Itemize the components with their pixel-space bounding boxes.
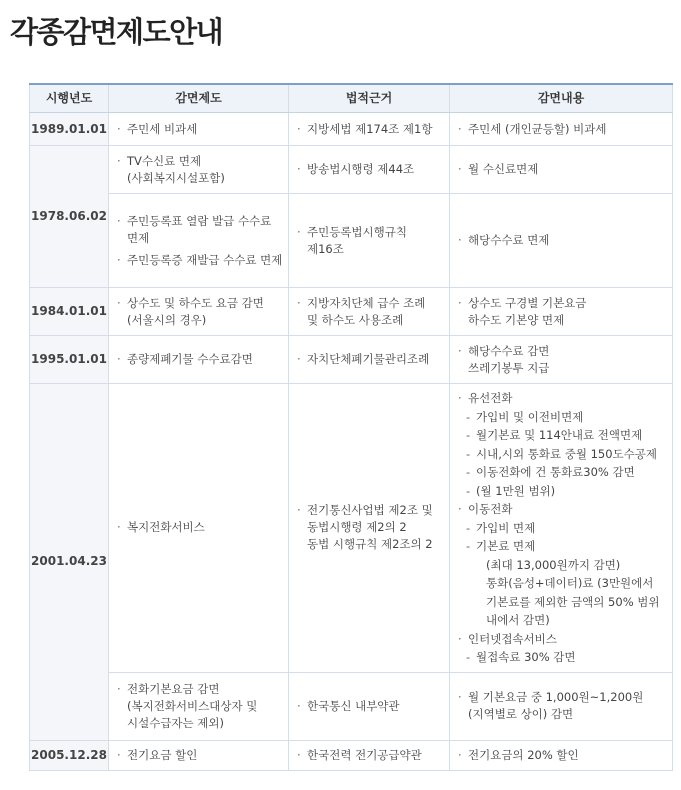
content-text: 쓰레기봉투 지급	[468, 360, 550, 375]
table-row	[30, 740, 673, 770]
content-text: · 해당수수료 감면	[458, 343, 668, 360]
law-text: 및 하수도 사용조례	[307, 312, 404, 327]
system-cell	[109, 288, 289, 336]
system-text: · TV수신료 면제	[117, 153, 284, 170]
year-cell: 2001.04.23	[30, 384, 109, 741]
content-heading: · 인터넷접속서비스	[458, 630, 668, 649]
system-cell	[109, 336, 289, 384]
content-heading: · 유선전화	[458, 389, 668, 408]
system-cell	[109, 194, 289, 288]
law-text: · 방송법시행령 제44조	[297, 161, 445, 178]
content-text: - 이동전화에 건 통화료30% 감면	[458, 463, 668, 482]
content-text: - 가입비 및 이전비면제	[458, 408, 668, 427]
system-text: · 전기요금 할인	[117, 747, 284, 764]
header-system: 감면제도	[109, 84, 289, 113]
law-cell	[289, 146, 450, 194]
law-text: 동법 시행규칙 제2조의 2	[307, 537, 433, 552]
system-text: · 주민등록증 재발급 수수료 면제	[117, 252, 284, 269]
law-text: · 전기통신사업법 제2조 및	[297, 502, 445, 519]
law-cell	[289, 336, 450, 384]
content-text: 통화(음성+데이터)료 (3만원에서 기본료를 제외한 금액의 50% 범위 내에서 감면)	[486, 576, 660, 627]
system-text: · 주민세 비과세	[117, 121, 284, 138]
content-text: · 월 수신료면제	[458, 161, 668, 178]
system-text: (서울시의 경우)	[127, 312, 207, 327]
table-row	[30, 384, 673, 673]
content-text: - 가입비 면제	[458, 519, 668, 538]
system-text: · 복지전화서비스	[117, 519, 284, 536]
system-text: · 전화기본요금 감면 (복지전화서비스대상자 및 시설수급자는 제외)	[117, 681, 284, 732]
system-cell	[109, 113, 289, 146]
system-cell	[109, 146, 289, 194]
table-row	[30, 672, 673, 740]
page-title: 각종감면제도안내	[10, 15, 223, 49]
law-cell	[289, 288, 450, 336]
table-row	[30, 113, 673, 146]
system-cell	[109, 672, 289, 740]
content-text: - 기본료 면제	[458, 537, 668, 556]
content-text: · 해당수수료 면제	[458, 232, 668, 249]
year-cell: 1984.01.01	[30, 288, 109, 336]
content-text: (최대 13,000원까지 감면)	[486, 557, 621, 572]
table-row	[30, 194, 673, 288]
header-content: 감면내용	[450, 84, 673, 113]
content-text: - 월접속료 30% 감면	[458, 648, 668, 667]
content-text: 하수도 기본양 면제	[468, 312, 565, 327]
content-cell	[450, 740, 673, 770]
law-text: · 자치단체폐기물관리조례	[297, 351, 445, 368]
law-text: · 주민등록법시행규칙 제16조	[297, 224, 445, 258]
year-cell: 1989.01.01	[30, 113, 109, 146]
content-text: · 전기요금의 20% 할인	[458, 747, 668, 764]
law-text: · 지방자치단체 급수 조례	[297, 295, 445, 312]
content-cell	[450, 672, 673, 740]
law-cell	[289, 672, 450, 740]
header-year: 시행년도	[30, 84, 109, 113]
content-text: (지역별로 상이) 감면	[468, 707, 574, 721]
content-text: - (월 1만원 범위)	[458, 482, 668, 501]
content-text: - 월기본료 및 114안내료 전액면제	[458, 426, 668, 445]
content-cell	[450, 113, 673, 146]
content-cell	[450, 288, 673, 336]
law-cell	[289, 384, 450, 673]
system-text: · 주민등록표 열람 발급 수수료 면제	[117, 213, 284, 247]
year-cell: 1995.01.01	[30, 336, 109, 384]
content-cell	[450, 336, 673, 384]
table-header-row	[30, 84, 673, 113]
year-cell: 2005.12.28	[30, 740, 109, 770]
law-text: 동법시행령 제2의 2	[307, 520, 407, 535]
system-cell	[109, 384, 289, 673]
content-text: - 시내,시외 통화료 중월 150도수공제	[458, 445, 668, 464]
content-text: · 상수도 구경별 기본요금	[458, 295, 668, 312]
law-cell	[289, 740, 450, 770]
law-text: · 한국통신 내부약관	[297, 698, 445, 715]
system-text: · 종량제폐기물 수수료감면	[117, 351, 284, 368]
system-text: (사회복지시설포함)	[127, 170, 225, 185]
law-text: · 지방세법 제174조 제1항	[297, 121, 445, 138]
content-cell	[450, 146, 673, 194]
content-heading: · 이동전화	[458, 500, 668, 519]
system-text: · 상수도 및 하수도 요금 감면	[117, 295, 284, 312]
year-cell: 1978.06.02	[30, 146, 109, 288]
law-text: · 한국전력 전기공급약관	[297, 747, 445, 764]
table-row	[30, 336, 673, 384]
table-row	[30, 146, 673, 194]
content-text: · 월 기본요금 중 1,000원~1,200원	[458, 689, 668, 706]
header-legal-basis: 법적근거	[289, 84, 450, 113]
law-cell	[289, 113, 450, 146]
content-text: · 주민세 (개인균등할) 비과세	[458, 121, 668, 138]
law-cell	[289, 194, 450, 288]
content-cell	[450, 194, 673, 288]
exemption-table	[29, 83, 673, 771]
table-row	[30, 288, 673, 336]
content-cell	[450, 384, 673, 673]
system-cell	[109, 740, 289, 770]
